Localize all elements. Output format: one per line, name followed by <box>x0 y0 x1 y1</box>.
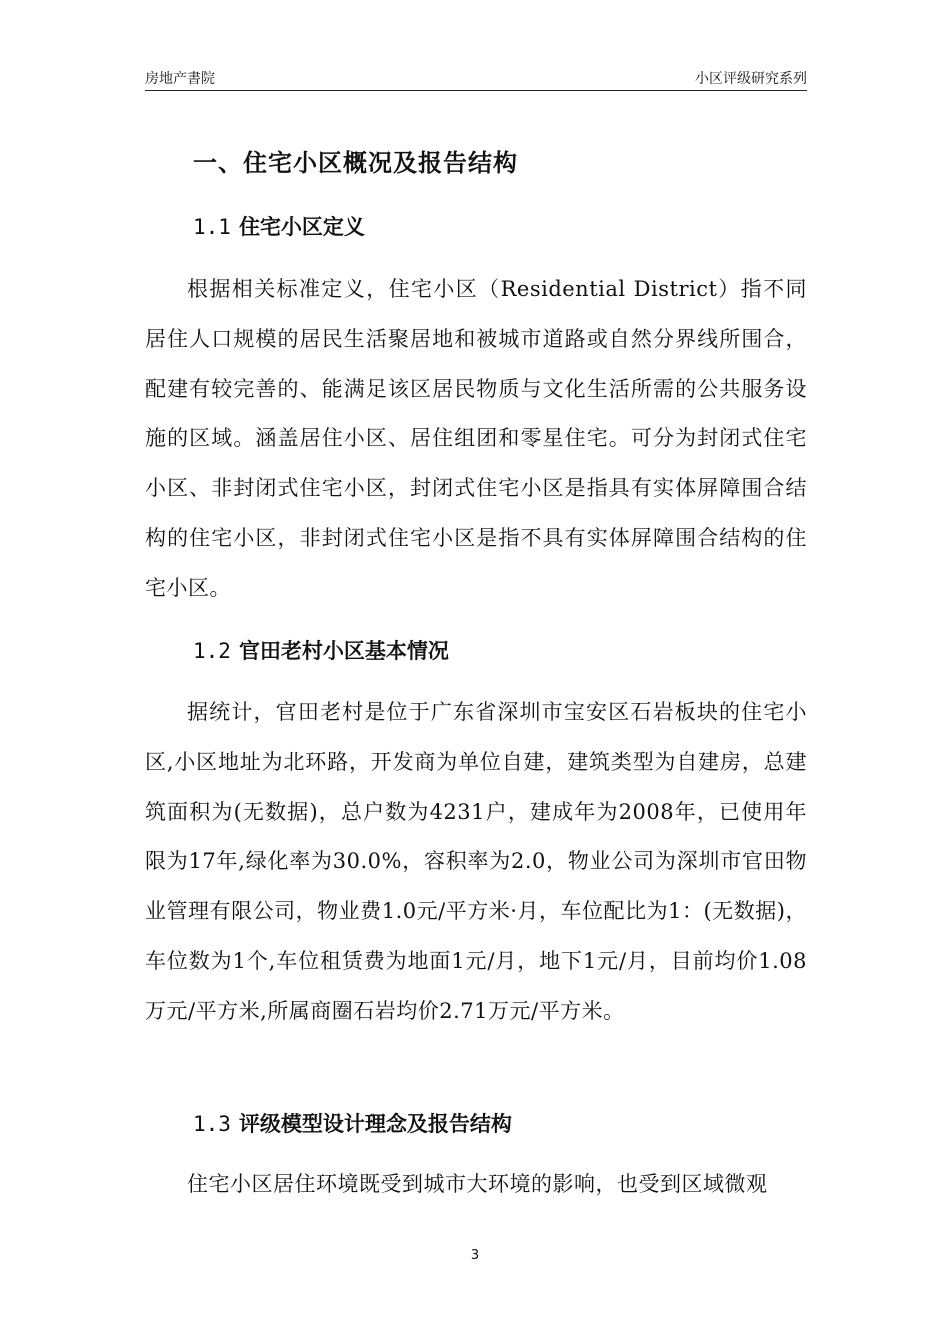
heading-1-3 <box>193 1108 512 1138</box>
heading-text: 评级模型设计理念及报告结构 <box>238 1112 512 1136</box>
page-number: 3 <box>470 1248 480 1263</box>
heading-1-1 <box>193 211 365 241</box>
paragraph-model-design: 住宅小区居住环境既受到城市大环境的影响，也受到区域微观 <box>187 1172 768 1196</box>
heading-number: 1.3 <box>193 1112 231 1136</box>
heading-1-2 <box>193 635 449 665</box>
heading-text: 官田老村小区基本情况 <box>238 639 449 663</box>
section-title: 一、住宅小区概况及报告结构 <box>193 149 518 177</box>
header-series: 小区评级研究系列 <box>695 71 807 87</box>
header-brand: 房地产書院 <box>145 71 215 87</box>
heading-number: 1.2 <box>193 639 231 663</box>
heading-number: 1.1 <box>193 215 231 239</box>
paragraph-definition: 根据相关标准定义，住宅小区（Residential District）指不同居住人口规模的居民生活聚居地和被城市道路或自然分界线所围合，配建有较完善的、能满足该区居民物质与文化生活所需的公共服务设施的区域。涵盖居住小区、居住组团和零星住宅。可分为封闭式住宅小区、非封闭式住宅小区，封闭式住宅小区是指具有实体屏障围合结构的住宅小区，非封闭式住宅小区是指不具有实体屏障围合结构的住宅小区。 <box>145 277 807 600</box>
page-header <box>145 64 807 91</box>
paragraph-basic-info: 据统计，官田老村是位于广东省深圳市宝安区石岩板块的住宅小区,小区地址为北环路，开发商为单位自建，建筑类型为自建房，总建筑面积为(无数据)，总户数为4231户，建成年为2008年，已使用年限为17年,绿化率为30.0%，容积率为2.0，物业公司为深圳市官田物业管理有限公司，物业费1.0元/平方米·月，车位配比为1：(无数据)，车位数为1个,车位租赁费为地面1元/月，地下1元/月，目前均价1.08万元/平方米,所属商圈石岩均价2.71万元/平方米。 <box>145 700 807 1023</box>
heading-text: 住宅小区定义 <box>238 215 365 239</box>
